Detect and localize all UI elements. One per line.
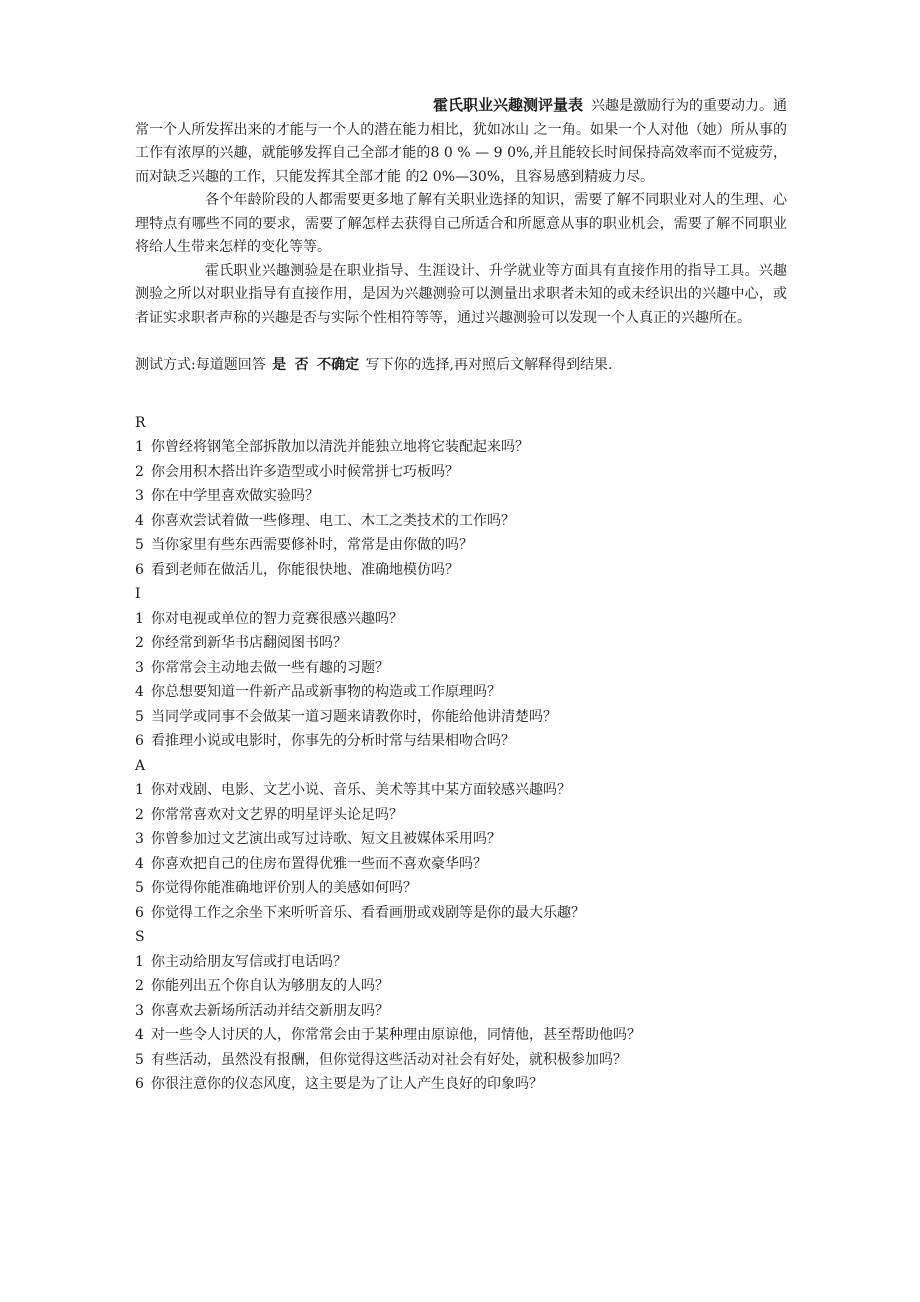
question-item xyxy=(135,803,787,828)
question-item xyxy=(135,974,787,999)
question-number: 3 xyxy=(135,488,144,504)
section-header: S xyxy=(135,929,145,945)
question-item xyxy=(135,950,787,975)
test-method-line xyxy=(135,354,787,378)
question-text: 你觉得工作之余坐下来听听音乐、看看画册或戏剧等是你的最大乐趣？ xyxy=(151,904,585,921)
question-item xyxy=(135,484,787,509)
question-text: 当你家里有些东西需要修补时，常常是由你做的吗？ xyxy=(151,537,473,553)
section-header: A xyxy=(135,757,146,774)
question-item xyxy=(135,509,787,534)
question-text: 你在中学里喜欢做实验吗？ xyxy=(151,488,319,504)
paragraph-age-groups: 各个年龄阶段的人都需要更多地了解有关职业选择的知识，需要了解不同职业对人的生理、心理特点有哪些不同的要求，需要了解怎样去获得自己所适合和所愿意从事的职业机会，需要了解不同职业将给人生带来怎样的变化等等。 xyxy=(135,192,787,255)
document-title: 霍氏职业兴趣测评量表 xyxy=(432,96,583,114)
question-number: 6 xyxy=(135,733,144,749)
question-number: 2 xyxy=(135,463,144,480)
answer-option-yes: 是 xyxy=(272,357,287,373)
question-number: 5 xyxy=(135,880,144,896)
question-text: 你曾参加过文艺演出或写过诗歌、短文且被媒体采用吗？ xyxy=(151,831,501,847)
question-number: 5 xyxy=(135,537,144,553)
question-number: 2 xyxy=(135,635,144,651)
intro-body: 常一个人所发挥出来的才能与一个人的潜在能力相比，犹如冰山 之一角。如果一个人对他（她）所从事的工作有浓厚的兴趣，就能够发挥自己全部才能的8 0 % — 9 0%,并且能较长时间保持高效率而不觉疲劳，而对缺乏兴趣的工作，只能发挥其全部才能 的2 0%—30%，且容易感到精疲力尽。 xyxy=(135,121,787,185)
question-item xyxy=(135,680,787,705)
question-item xyxy=(135,631,787,656)
question-number: 1 xyxy=(135,953,144,970)
question-item xyxy=(135,1048,787,1073)
answer-option-no: 否 xyxy=(294,357,309,373)
question-text: 你喜欢尝试着做一些修理、电工、木工之类技术的工作吗？ xyxy=(151,512,515,529)
question-number: 3 xyxy=(135,831,144,847)
intro-paragraph xyxy=(135,94,787,189)
question-number: 1 xyxy=(135,782,144,798)
question-text: 你常常会主动地去做一些有趣的习题？ xyxy=(151,659,389,676)
question-item xyxy=(135,435,787,460)
paragraph-test-purpose: 霍氏职业兴趣测验是在职业指导、生涯设计、升学就业等方面具有直接作用的指导工具。兴趣测验之所以对职业指导有直接作用，是因为兴趣测验可以测量出求职者未知的或未经识出的兴趣中心，或者证实求职者声称的兴趣是否与实际个性相符等等，通过兴趣测验可以发现一个人真正的兴趣所在。 xyxy=(135,262,787,326)
question-text: 你喜欢把自己的住房布置得优雅一些而不喜欢豪华吗？ xyxy=(151,855,487,872)
question-text: 你对戏剧、电影、文艺小说、音乐、美术等其中某方面较感兴趣吗？ xyxy=(151,782,571,798)
question-item xyxy=(135,1023,787,1048)
question-item xyxy=(135,656,787,681)
question-text: 有些活动，虽然没有报酬，但你觉得这些活动对社会有好处，就积极参加吗？ xyxy=(151,1051,627,1068)
question-text: 对一些令人讨厌的人，你常常会由于某种理由原谅他，同情他，甚至帮助他吗？ xyxy=(151,1027,641,1043)
question-text: 你主动给朋友写信或打电话吗？ xyxy=(151,953,347,970)
question-item xyxy=(135,533,787,558)
question-number: 4 xyxy=(135,1027,144,1043)
question-number: 5 xyxy=(135,1051,144,1068)
question-text: 你常常喜欢对文艺界的明星评头论足吗？ xyxy=(151,806,403,823)
question-text: 你经常到新华书店翻阅图书吗？ xyxy=(151,635,347,651)
question-number: 4 xyxy=(135,512,144,529)
question-item xyxy=(135,558,787,583)
question-text: 你很注意你的仪态风度，这主要是为了让人产生良好的印象吗？ xyxy=(151,1076,543,1092)
question-text: 你曾经将钢笔全部拆散加以清洗并能独立地将它装配起来吗？ xyxy=(151,439,529,455)
question-text: 你会用积木搭出许多造型或小时候常拼七巧板吗？ xyxy=(151,463,459,480)
question-number: 6 xyxy=(135,1076,144,1092)
question-item xyxy=(135,729,787,754)
question-item xyxy=(135,999,787,1024)
question-item xyxy=(135,460,787,485)
question-number: 5 xyxy=(135,708,144,725)
intro-first-line: 兴趣是激励行为的重要动力。通 xyxy=(591,98,787,114)
question-text: 你能列出五个你自认为够朋友的人吗？ xyxy=(151,978,389,994)
method-suffix: 写下你的选择,再对照后文解释得到结果. xyxy=(365,357,613,373)
question-item xyxy=(135,607,787,632)
question-text: 你喜欢去新场所活动并结交新朋友吗？ xyxy=(151,1002,389,1019)
question-item xyxy=(135,876,787,901)
question-item xyxy=(135,901,787,926)
title-line xyxy=(135,94,787,119)
question-number: 1 xyxy=(135,439,144,455)
question-number: 4 xyxy=(135,855,144,872)
method-prefix: 测试方式:每道题回答 xyxy=(135,357,266,373)
answer-option-unsure: 不确定 xyxy=(317,357,360,373)
question-text: 看到老师在做活儿，你能很快地、准确地模仿吗？ xyxy=(151,561,459,578)
question-number: 3 xyxy=(135,659,144,676)
question-text: 看推理小说或电影时，你事先的分析时常与结果相吻合吗？ xyxy=(151,733,515,749)
question-number: 3 xyxy=(135,1002,144,1019)
document-page xyxy=(135,94,787,1097)
question-item xyxy=(135,778,787,803)
question-number: 2 xyxy=(135,806,144,823)
section-header: I xyxy=(135,586,141,602)
question-item xyxy=(135,705,787,730)
question-text: 你总想要知道一件新产品或新事物的构造或工作原理吗？ xyxy=(151,684,501,700)
question-item xyxy=(135,1072,787,1097)
question-number: 6 xyxy=(135,904,144,921)
question-number: 1 xyxy=(135,610,144,627)
question-number: 4 xyxy=(135,684,144,700)
question-text: 你对电视或单位的智力竞赛很感兴趣吗？ xyxy=(151,610,403,627)
question-text: 当同学或同事不会做某一道习题来请教你时，你能给他讲清楚吗？ xyxy=(151,708,557,725)
question-item xyxy=(135,852,787,877)
question-sections xyxy=(135,411,787,1097)
question-text: 你觉得你能准确地评价别人的美感如何吗？ xyxy=(151,880,417,896)
question-number: 6 xyxy=(135,561,144,578)
question-number: 2 xyxy=(135,978,144,994)
question-item xyxy=(135,827,787,852)
section-header: R xyxy=(135,414,146,431)
